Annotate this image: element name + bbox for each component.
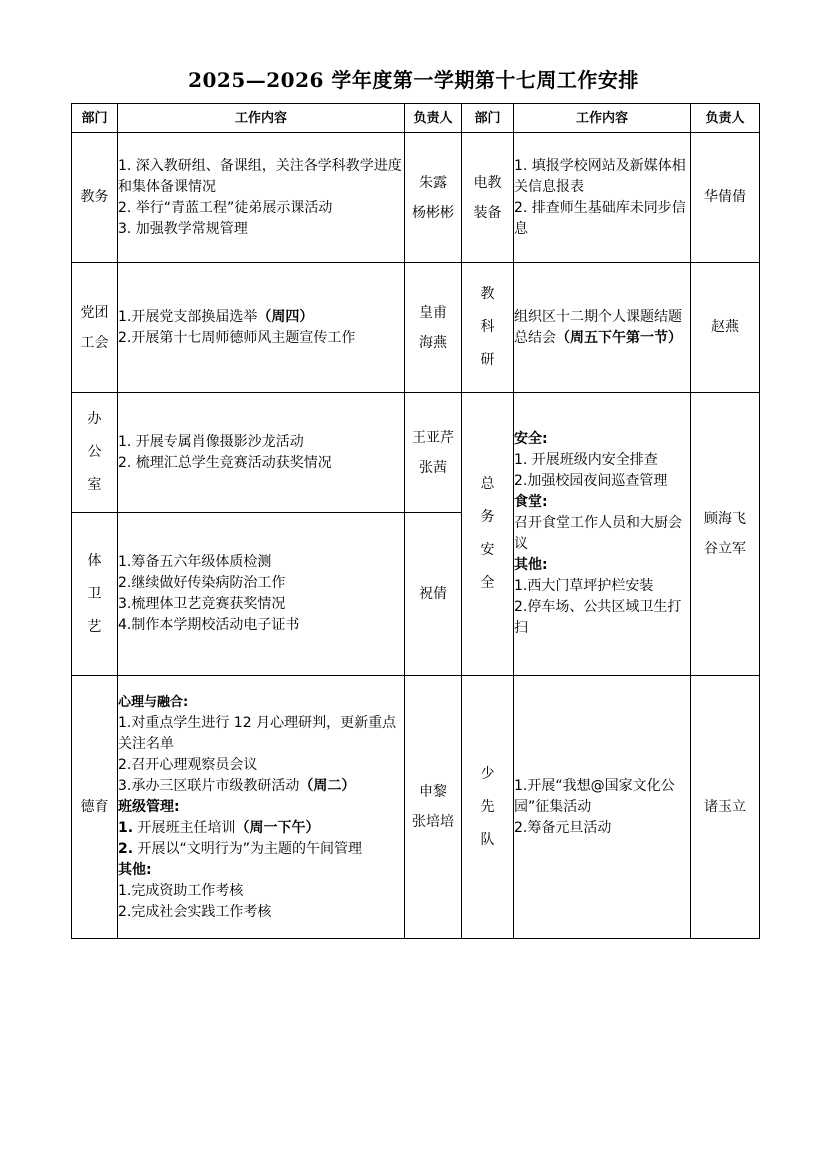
list-item: 2.继续做好传染病防治工作 <box>118 575 286 591</box>
list-item: 1.开展“我想@国家文化公园”征集活动 <box>514 777 675 815</box>
dept-jiaowu: 教务 <box>72 133 118 263</box>
dept-shaoxiandui: 少 先 队 <box>462 676 514 939</box>
header-content: 工作内容 <box>118 104 405 133</box>
list-item: 1.开展党支部换届选举（周四） <box>118 308 314 325</box>
header-dept-2: 部门 <box>462 104 514 133</box>
list-item: 2.停车场、公共区域卫生打扫 <box>514 599 682 636</box>
list-item: 2. 排查师生基础库未同步信息 <box>514 199 686 237</box>
header-row <box>72 104 760 133</box>
dept-tiwei: 体 卫 艺 <box>72 513 118 676</box>
list-item: 1. 开展班主任培训（周一下午） <box>118 819 320 836</box>
content-deyu <box>118 676 405 939</box>
list-item: 2. 梳理汇总学生竞赛活动获奖情况 <box>118 454 332 471</box>
owner-shaoxiandui: 诸玉立 <box>691 676 760 939</box>
section-label: 心理与融合: <box>118 694 189 710</box>
section-label: 其他: <box>514 557 548 573</box>
header-owner: 负责人 <box>405 104 462 133</box>
table-row <box>72 263 760 393</box>
header-dept: 部门 <box>72 104 118 133</box>
dept-bangongshi: 办 公 室 <box>72 393 118 513</box>
list-item: 1. 填报学校网站及新媒体相关信息报表 <box>514 157 686 195</box>
content-jiaowu <box>118 133 405 263</box>
list-item: 1. 开展班级内安全排查 <box>514 452 658 468</box>
section-label: 班级管理: <box>118 798 180 815</box>
section-label: 食堂: <box>514 494 548 510</box>
dept-jiaokeyan: 教 科 研 <box>462 263 514 393</box>
list-item: 1. 深入教研组、备课组，关注各学科教学进度和集体备课情况 <box>118 157 402 195</box>
list-item: 组织区十二期个人课题结题总结会（周五下午第一节） <box>514 308 682 346</box>
list-item: 召开食堂工作人员和大厨会议 <box>514 515 682 552</box>
owner-jiaowu: 朱露 杨彬彬 <box>405 133 462 263</box>
list-item: 2.筹备元旦活动 <box>514 819 612 836</box>
content-dianjiao <box>514 133 691 263</box>
list-item: 2.加强校园夜间巡查管理 <box>514 473 668 489</box>
section-label: 其他: <box>118 861 152 878</box>
section-label: 安全: <box>514 431 548 447</box>
list-item: 3.承办三区联片市级教研活动（周二） <box>118 777 356 794</box>
content-tiwei <box>118 513 405 676</box>
list-item: 1.完成资助工作考核 <box>118 882 244 899</box>
owner-dangtuan: 皇甫 海燕 <box>405 263 462 393</box>
content-bangongshi <box>118 393 405 513</box>
owner-deyu: 申黎 张培培 <box>405 676 462 939</box>
table-row <box>72 133 760 263</box>
list-item: 3. 加强教学常规管理 <box>118 220 248 237</box>
list-item: 4.制作本学期校活动电子证书 <box>118 617 300 633</box>
dept-zongwu: 总 务 安 全 <box>462 393 514 676</box>
schedule-table <box>71 103 760 939</box>
list-item: 3.梳理体卫艺竞赛获奖情况 <box>118 596 286 612</box>
list-item: 2.完成社会实践工作考核 <box>118 903 272 920</box>
table-row <box>72 393 760 513</box>
list-item: 1.筹备五六年级体质检测 <box>118 554 272 570</box>
dept-dangtuan: 党团 工会 <box>72 263 118 393</box>
dept-deyu: 德育 <box>72 676 118 939</box>
list-item: 2. 开展以“文明行为”为主题的午间管理 <box>118 840 363 857</box>
content-zongwu <box>514 393 691 676</box>
list-item: 1.西大门草坪护栏安装 <box>514 578 654 594</box>
list-item: 2.召开心理观察员会议 <box>118 756 258 773</box>
owner-jiaokeyan: 赵燕 <box>691 263 760 393</box>
content-shaoxiandui <box>514 676 691 939</box>
header-content-2: 工作内容 <box>514 104 691 133</box>
dept-dianjiao: 电教 装备 <box>462 133 514 263</box>
list-item: 1. 开展专属肖像摄影沙龙活动 <box>118 433 304 450</box>
list-item: 2. 举行“青蓝工程”徒弟展示课活动 <box>118 199 333 216</box>
owner-zongwu: 顾海飞 谷立军 <box>691 393 760 676</box>
list-item: 2.开展第十七周师德师风主题宣传工作 <box>118 329 356 346</box>
list-item: 1.对重点学生进行 12 月心理研判，更新重点关注名单 <box>118 714 397 752</box>
header-owner-2: 负责人 <box>691 104 760 133</box>
content-jiaokeyan <box>514 263 691 393</box>
page-title: 2025—2026 学年度第一学期第十七周工作安排 <box>188 68 639 92</box>
content-dangtuan <box>118 263 405 393</box>
table-row <box>72 676 760 939</box>
owner-tiwei: 祝倩 <box>405 513 462 676</box>
owner-bangongshi: 王亚芹 张茜 <box>405 393 462 513</box>
owner-dianjiao: 华倩倩 <box>691 133 760 263</box>
